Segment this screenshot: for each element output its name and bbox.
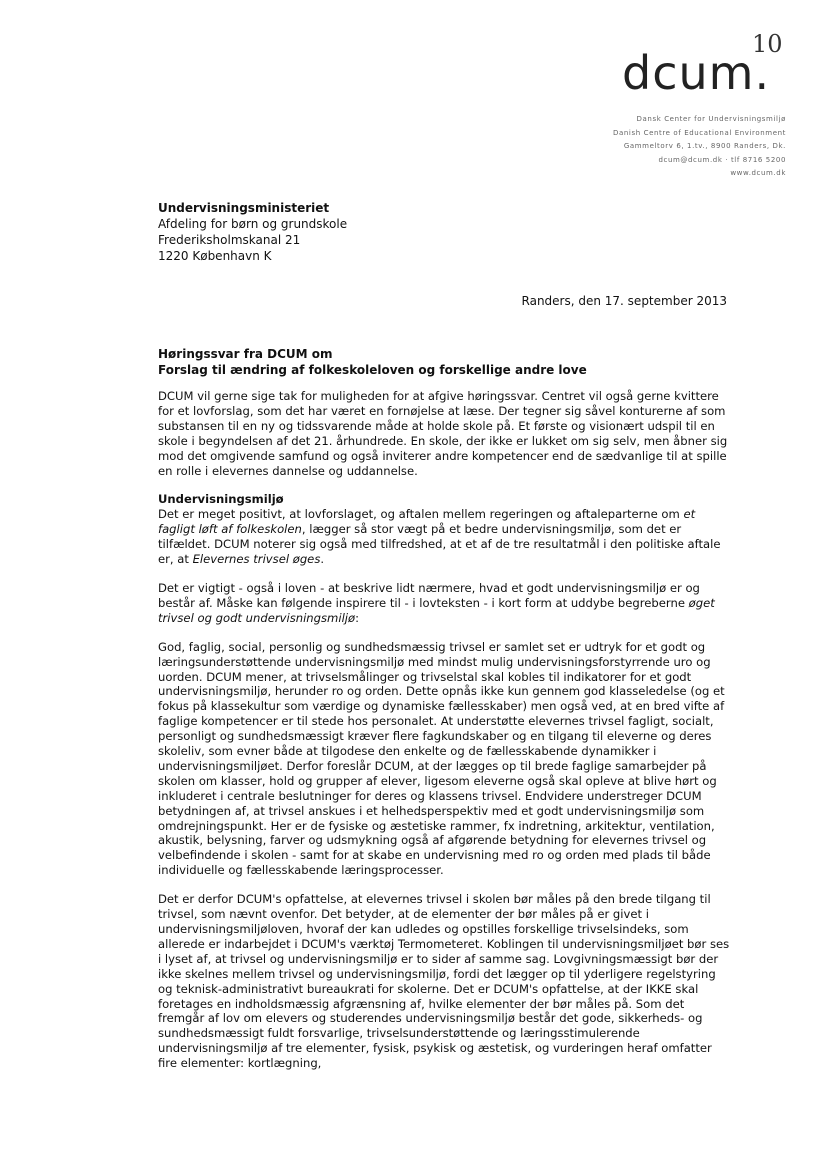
paragraph-5: Det er derfor DCUM's opfattelse, at elevernes trivsel i skolen bør måles på den brede tilgang til trivsel, som nævnt ovenfor. Det betyder, at de elementer der bør måles på er givet i undervisningsmiljøloven, hvoraf der kan udledes og opstilles forskellige trivselsindeks, som allerede er indarbejdet i DCUM's værktøj Termometeret. Koblingen til undervisningsmiljøet bør ses i lyset af, at trivsel og undervisningsmiljø er to sider af samme sag. Lovgivningsmæssigt bør der ikke skelnes mellem trivsel og undervisningsmiljø, fordi det lægger op til yderligere regelstyring og teknisk-administrativt bureaukrati for skolerne. Det er DCUM's opfattelse, at der IKKE skal foretages en indholdsmæssig afgrænsning af, hvilke elementer der bør måles på. Som det fremgår af lov om elevers og studerendes undervisningsmiljø består det gode, sikkerheds- og sundhedsmæssigt fuldt forsvarlige, trivselsunderstøttende og læringsstimulerende undervisningsmiljø af tre elementer, fysisk, psykisk og æstetisk, og vurderingen heraf omfatter fire elementer: kortlægning, [158, 892, 730, 1071]
emphasis: øget trivsel og godt undervisningsmiljø [158, 595, 715, 625]
org-line: dcum@dcum.dk · tlf 8716 5200 [658, 155, 786, 164]
paragraph-4: God, faglig, social, personlig og sundhedsmæssig trivsel er samlet set er udtryk for et godt og læringsunderstøttende undervisningsmiljø med mindst mulig undervisningsforstyrrende uro og uorden. DCUM mener, at trivselsmålinger og trivselstal skal kobles til indikatorer for et godt undervisningsmiljø, herunder ro og orden. Dette opnås ikke kun gennem god klasseledelse (og et fokus på klassekultur som værdige og dynamiske fællesskaber) men også ved, at en bred vifte af faglige kompetencer er til stede hos personalet. At understøtte elevernes trivsel fagligt, socialt, personligt og sundhedsmæssigt kræver flere fagkundskaber og en tilgang til eleverne og deres skoleliv, som evner både at tilgodese den enkelte og de fællesskabende dynamikker i undervisningsmiljøet. Derfor foreslår DCUM, at der lægges op til brede faglige samarbejder på skolen om klasser, hold og grupper af elever, ligesom eleverne også skal opleve at blive hørt og inkluderet i centrale beslutninger for deres og klassens trivsel. Endvidere understreger DCUM betydningen af, at trivsel anskues i et helhedsperspektiv med et godt undervisningsmiljø som omdrejningspunkt. Her er de fysiske og æstetiske rammer, fx indretning, arkitektur, ventilation, akustik, belysning, farver og udsmykning også af afgørende betydning for elevernes trivsel og velbefindende i skolen - samt for at skabe en undervisning med ro og orden med plads til både individuelle og fællesskabende læringsprocesser. [158, 639, 725, 878]
letter-subject [158, 346, 587, 378]
recipient-street: Frederiksholmskanal 21 [158, 233, 301, 247]
org-line: Dansk Center for Undervisningsmiljø [636, 115, 786, 123]
text-span: Det er vigtigt - også i loven - at beskrive lidt nærmere, hvad et godt undervisningsmiljø er og består af. Måske kan følgende inspirere til - i lovteksten - i kort form at uddybe begreberne [158, 580, 700, 610]
text-span: , lægger så stor vægt på et bedre undervisningsmiljø, som det er tilfældet. DCUM noterer sig også med tilfredshed, at et af de tre resultatmål i den politiske aftale er, at [158, 522, 721, 567]
text-span: : [355, 610, 360, 625]
recipient-city: 1220 København K [158, 249, 272, 263]
section-heading: Undervisningsmiljø [158, 492, 284, 507]
organization-address [613, 113, 786, 181]
recipient-address [158, 200, 347, 264]
recipient-department: Afdeling for børn og grundskole [158, 217, 348, 231]
org-line: Danish Centre of Educational Environment [613, 128, 786, 137]
page-number: 10 [752, 30, 783, 58]
letter-body [158, 389, 733, 1085]
org-line: www.dcum.dk [730, 169, 786, 177]
text-span: Det er meget positivt, at lovforslaget, og aftalen mellem regeringen og aftaleparterne om [158, 507, 684, 522]
recipient-name: Undervisningsministeriet [158, 201, 330, 215]
text-span: . [320, 552, 325, 567]
intro-paragraph: DCUM vil gerne sige tak for muligheden for at afgive høringssvar. Centret vil også gerne kvittere for et lovforslag, som det har været en fornøjelse at læse. Der tegner sig såvel konturerne af som substansen til en ny og tidssvarende måde at holde skole på. Et første og visionært udspil til en skole i begyndelsen af det 21. århundrede. En skole, der ikke er lukket om sig selv, men åbner sig mod det omgivende samfund og også inviterer andre kompetencer end de sædvanlige til at spille en rolle i elevernes dannelse og uddannelse. [158, 389, 728, 478]
org-line: Gammeltorv 6, 1.tv., 8900 Randers, Dk. [623, 142, 786, 150]
dcum-logo: dcum. [622, 46, 771, 100]
paragraph-2 [158, 507, 733, 567]
letter-date: Randers, den 17. september 2013 [521, 294, 727, 308]
subject-line-2: Forslag til ændring af folkeskoleloven og forskellige andre love [158, 363, 587, 377]
paragraph-3 [158, 581, 733, 626]
emphasis: et fagligt løft af folkeskolen [158, 507, 696, 537]
emphasis: Elevernes trivsel øges [192, 552, 321, 567]
subject-line-1: Høringssvar fra DCUM om [158, 347, 333, 361]
